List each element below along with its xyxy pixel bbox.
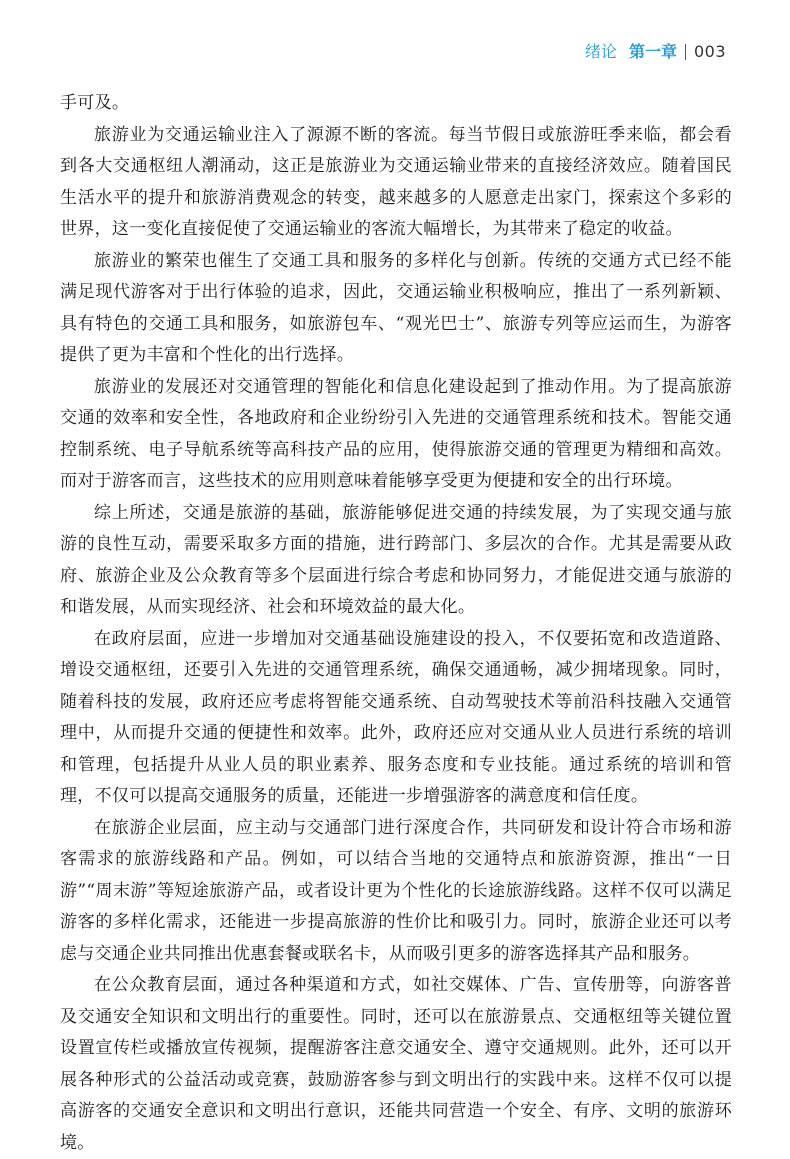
paragraph: 旅游业的发展还对交通管理的智能化和信息化建设起到了推动作用。为了提高旅游交通的效率和安全性，各地政府和企业纷纷引入先进的交通管理系统和技术。智能交通控制系统、电子导航系统等高科技产品的应用，使得旅游交通的管理更为精细和高效。而对于游客而言，这些技术的应用则意味着能够享受更为便捷和安全的出行环境。 — [60, 376, 732, 491]
chapter-title: 第一章 — [628, 42, 677, 61]
paragraph: 旅游业的繁荣也催生了交通工具和服务的多样化与创新。传统的交通方式已经不能满足现代游客对于出行体验的追求，因此，交通运输业积极响应，推出了一系列新颖、具有特色的交通工具和服务，如旅游包车、“观光巴士”、旅游专列等应运而生，为游客提供了更为丰富和个性化的出行选择。 — [60, 250, 732, 365]
paragraph: 旅游业为交通运输业注入了源源不断的客流。每当节假日或旅游旺季来临，都会看到各大交通枢纽人潮涌动，这正是旅游业为交通运输业带来的直接经济效应。随着国民生活水平的提升和旅游消费观念的转变，越来越多的人愿意走出家门，探索这个多彩的世界，这一变化直接促使了交通运输业的客流大幅增长，为其带来了稳定的收益。 — [60, 124, 732, 239]
paragraph-continuation: 手可及。 — [60, 93, 130, 113]
section-title: 绪论 — [584, 42, 617, 61]
paragraph: 在旅游企业层面，应主动与交通部门进行深度合作，共同研发和设计符合市场和游客需求的旅游线路和产品。例如，可以结合当地的交通特点和旅游资源，推出“一日游”“周末游”等短途旅游产品，或者设计更为个性化的长途旅游线路。这样不仅可以满足游客的多样化需求，还能进一步提高旅游的性价比和吸引力。同时，旅游企业还可以考虑与交通企业共同推出优惠套餐或联名卡，从而吸引更多的游客选择其产品和服务。 — [60, 817, 732, 964]
paragraph: 在政府层面，应进一步增加对交通基础设施建设的投入，不仅要拓宽和改造道路、增设交通枢纽，还要引入先进的交通管理系统，确保交通通畅，减少拥堵现象。同时，随着科技的发展，政府还应考虑将智能交通系统、自动驾驶技术等前沿科技融入交通管理中，从而提升交通的便捷性和效率。此外，政府还应对交通从业人员进行系统的培训和管理，包括提升从业人员的职业素养、服务态度和专业技能。通过系统的培训和管理，不仅可以提高交通服务的质量，还能进一步增强游客的满意度和信任度。 — [60, 628, 732, 806]
body-text — [60, 88, 732, 1159]
paragraph: 在公众教育层面，通过各种渠道和方式，如社交媒体、广告、宣传册等，向游客普及交通安全知识和文明出行的重要性。同时，还可以在旅游景点、交通枢纽等关键位置设置宣传栏或播放宣传视频，提醒游客注意交通安全、遵守交通规则。此外，还可以开展各种形式的公益活动或竞赛，鼓励游客参与到文明出行的实践中来。这样不仅可以提高游客的交通安全意识和文明出行意识，还能共同营造一个安全、有序、文明的旅游环境。 — [60, 975, 732, 1153]
page-number: 003 — [693, 42, 726, 61]
running-header — [585, 42, 726, 62]
header-divider — [685, 44, 686, 60]
paragraph: 综上所述，交通是旅游的基础，旅游能够促进交通的持续发展，为了实现交通与旅游的良性互动，需要采取多方面的措施，进行跨部门、多层次的合作。尤其是需要从政府、旅游企业及公众教育等多个层面进行综合考虑和协同努力，才能促进交通与旅游的和谐发展，从而实现经济、社会和环境效益的最大化。 — [60, 502, 732, 617]
